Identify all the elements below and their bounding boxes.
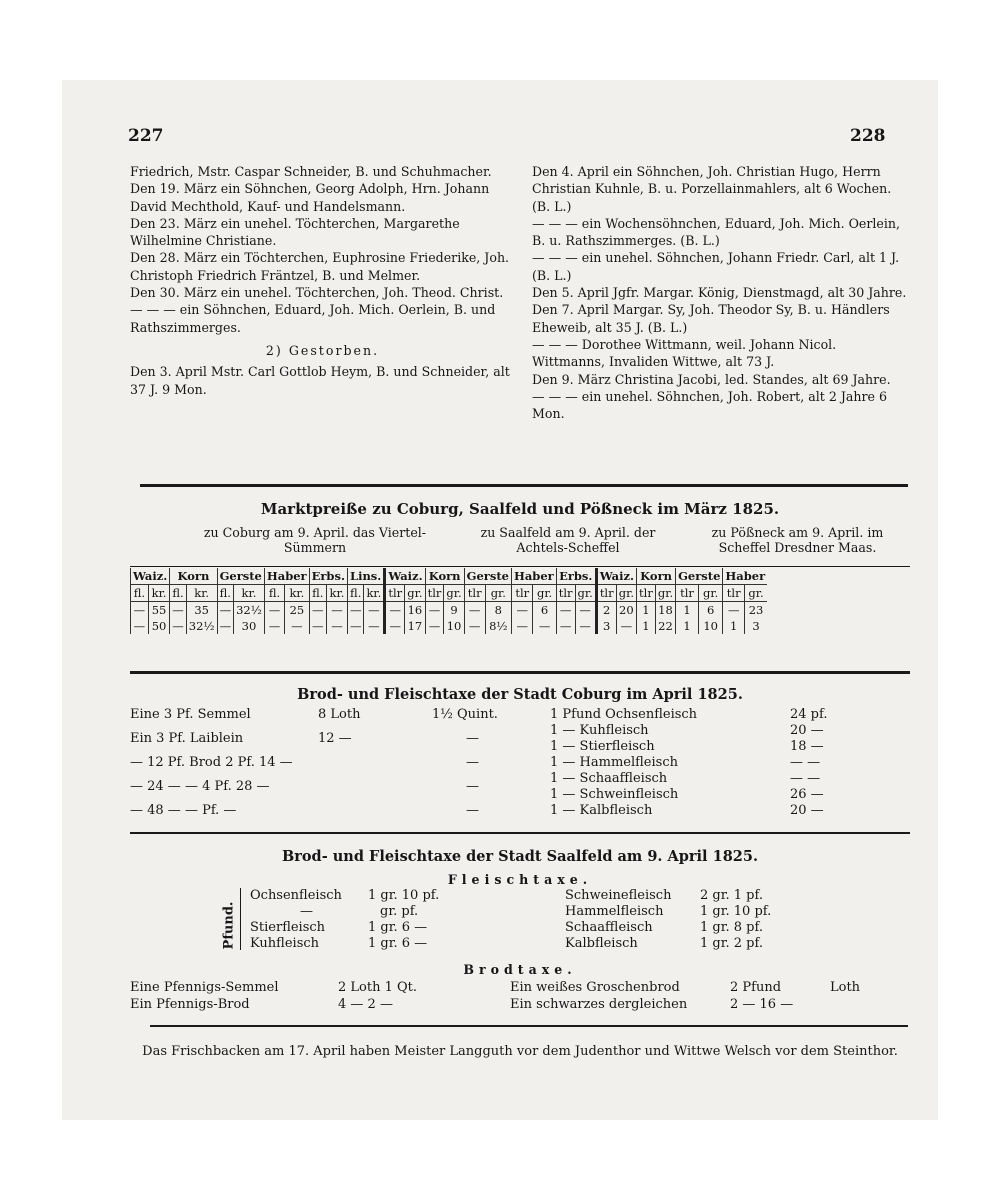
meat-item: Schweinefleisch: [565, 888, 672, 903]
meat-price: 1 gr. 2 pf.: [700, 936, 763, 951]
col-header: Gerste: [676, 568, 723, 585]
bread-item: Eine Pfennigs-Semmel: [130, 980, 279, 995]
brace: [240, 888, 241, 950]
bread-quint: 1½ Quint.: [432, 707, 498, 722]
meat-item: 1 — Kuhfleisch: [550, 723, 649, 738]
entry: — — — ein Söhnchen, Eduard, Joh. Mich. Oerlein, B. und Rathszimmerges.: [130, 302, 496, 335]
meat-item: 1 — Schaaffleisch: [550, 771, 668, 786]
col-header: Haber: [511, 568, 556, 585]
meat-price: — —: [790, 755, 821, 770]
meat-price: 2 gr. 1 pf.: [700, 888, 763, 903]
entry: Den 4. April ein Söhnchen, Joh. Christian Hugo, Herrn Christian Kuhnle, B. u. Porzellainmahlers, alt 6 Wochen. (B. L.): [532, 164, 892, 214]
col-header: Korn: [170, 568, 217, 585]
meat-price: 26 —: [790, 787, 824, 802]
bread-item: — 24 — — 4 Pf. 28 —: [130, 779, 270, 794]
col-header: Korn: [637, 568, 676, 585]
col-header: Waiz.: [385, 568, 425, 585]
saalfeld-header: zu Saalfeld am 9. April. der Achtels-Scheffel: [480, 525, 656, 555]
bread-item: Ein schwarzes dergleichen: [510, 997, 688, 1012]
meat-item: Hammelfleisch: [565, 904, 664, 919]
bread-item: — 48 — — Pf. —: [130, 803, 237, 818]
unit-row: fl. kr. fl. kr. fl. kr. fl. kr. fl. kr. fl. kr. tlr gr. tlr gr. tlr gr. tlr gr. tlr gr. tlr gr. tlr gr. tlr gr. tlr gr.: [131, 585, 768, 602]
bread-weight: 8 Loth: [318, 707, 361, 722]
entry: Den 19. März ein Söhnchen, Georg Adolph, Hrn. Johann David Mechthold, Kauf- und Handelsmann.: [130, 181, 490, 214]
col-header: Erbs.: [556, 568, 596, 585]
saalfeld-taxe-title: Brod- und Fleischtaxe der Stadt Saalfeld am 9. April 1825.: [281, 848, 759, 865]
entry: Den 7. April Margar. Sy, Joh. Theodor Sy, B. u. Händlers Eheweib, alt 35 J. (B. L.): [532, 302, 890, 335]
market-price-table: [130, 568, 767, 634]
col-header: Waiz.: [596, 568, 636, 585]
meat-item: 1 — Stierfleisch: [550, 739, 655, 754]
entry: — — — ein Wochensöhnchen, Eduard, Joh. Mich. Oerlein, B. u. Rathszimmerges. (B. L.): [532, 215, 901, 249]
meat-item: 1 — Kalbfleisch: [550, 803, 653, 818]
bread-unit: Loth: [830, 980, 861, 995]
meat-price: — —: [790, 771, 821, 786]
table-row: — 50 — 32½ — 30 — — — — — — — 17 — 10 — 8½ — — — — 3 — 1 22 1 10 1 3: [131, 618, 768, 634]
entry: — — — Dorothee Wittmann, weil. Johann Nicol. Wittmanns, Invaliden Wittwe, alt 73 J.: [532, 336, 837, 370]
meat-item: Kalbfleisch: [565, 936, 638, 951]
meat-price: 1 gr. 6 —: [368, 920, 428, 935]
meat-item: Ochsenfleisch: [250, 888, 342, 903]
bread-weight: 2 Loth 1 Qt.: [338, 980, 418, 995]
divider: [130, 832, 910, 834]
bread-item: Ein 3 Pf. Laiblein: [130, 731, 244, 746]
bread-item: Ein Pfennigs-Brod: [130, 997, 250, 1012]
col-header: Erbs.: [309, 568, 347, 585]
meat-item: 1 — Schweinfleisch: [550, 787, 679, 802]
bread-item: Ein weißes Groschenbrod: [510, 980, 680, 995]
entry: Den 23. März ein unehel. Töchterchen, Margarethe Wilhelmine Christiane.: [130, 215, 460, 249]
meat-item: —: [300, 904, 313, 919]
subheading-deaths: 2) Gestorben.: [265, 342, 380, 358]
coburg-taxe-title: Brod- und Fleischtaxe der Stadt Coburg im April 1825.: [297, 686, 743, 703]
table-row: — 55 — 35 — 32½ — 25 — — — — — 16 — 9 — 8 — 6 — — 2 20 1 18 1 6 — 23: [131, 602, 768, 619]
col-header: Waiz.: [131, 568, 170, 585]
divider: [130, 671, 910, 674]
bread-quint: —: [466, 755, 479, 770]
entry: Friedrich, Mstr. Caspar Schneider, B. und Schuhmacher.: [130, 164, 492, 179]
col-header: Korn: [425, 568, 464, 585]
footer-note: Das Frischbacken am 17. April haben Meister Langguth vor dem Judenthor und Wittwe Welsch vor dem Steinthor.: [142, 1044, 898, 1059]
divider: [150, 1025, 908, 1027]
col-header: Lins.: [347, 568, 384, 585]
meat-price: 1 gr. 10 pf.: [368, 888, 440, 903]
meat-item: Kuhfleisch: [250, 936, 320, 951]
meat-price: 18 —: [790, 739, 824, 754]
entry: — — — ein unehel. Söhnchen, Joh. Robert, alt 2 Jahre 6 Mon.: [532, 388, 888, 422]
right-column: [532, 163, 910, 422]
meat-item: 1 Pfund Ochsenfleisch: [550, 707, 698, 722]
entry: — — — ein unehel. Söhnchen, Johann Friedr. Carl, alt 1 J. (B. L.): [532, 250, 900, 283]
bread-weight: 2 Pfund: [730, 980, 782, 995]
bread-item: Eine 3 Pf. Semmel: [130, 707, 251, 722]
entry: Den 9. März Christina Jacobi, led. Standes, alt 69 Jahre.: [532, 371, 891, 387]
entry: Den 5. April Jgfr. Margar. König, Dienstmagd, alt 30 Jahre.: [532, 285, 907, 301]
bread-weight: 2 — 16 —: [730, 997, 794, 1012]
meat-item: Schaaffleisch: [565, 920, 653, 935]
meat-price: 1 gr. 6 —: [368, 936, 428, 951]
col-header: Gerste: [217, 568, 264, 585]
meat-price: 20 —: [790, 723, 824, 738]
meat-price: 1 gr. 8 pf.: [700, 920, 763, 935]
meat-price: gr. pf.: [380, 904, 419, 919]
entry: Den 28. März ein Töchterchen, Euphrosine Friederike, Joh. Christoph Friedrich Fräntzel, B. und Melmer.: [130, 250, 510, 283]
pfund-label: Pfund.: [221, 901, 237, 950]
meat-price: 1 gr. 10 pf.: [700, 904, 772, 919]
bread-item: — 12 Pf. Brod 2 Pf. 14 —: [130, 755, 293, 770]
divider: [140, 484, 908, 487]
entry: Den 3. April Mstr. Carl Gottlob Heym, B. und Schneider, alt 37 J. 9 Mon.: [130, 364, 510, 397]
bread-weight: 4 — 2 —: [338, 997, 393, 1012]
page-number-left: 227: [128, 126, 164, 146]
bread-quint: —: [466, 803, 479, 818]
page-number-right: 228: [850, 126, 886, 146]
market-title: Marktpreiße zu Coburg, Saalfeld und Pößneck im März 1825.: [260, 500, 780, 518]
col-header: Haber: [264, 568, 309, 585]
meat-item: Stierfleisch: [250, 920, 326, 935]
bread-weight: 12 —: [318, 731, 352, 746]
fleischtaxe-subheading: Fleischtaxe.: [447, 872, 593, 887]
col-header: Gerste: [464, 568, 511, 585]
meat-price: 24 pf.: [790, 707, 828, 722]
brodtaxe-subheading: Brodtaxe.: [463, 962, 577, 977]
bread-quint: —: [466, 731, 479, 746]
col-header: Haber: [723, 568, 767, 585]
bread-quint: —: [466, 779, 479, 794]
coburg-header: zu Coburg am 9. April. das Viertel-Sümmern: [203, 525, 427, 555]
meat-item: 1 — Hammelfleisch: [550, 755, 678, 770]
entry: Den 30. März ein unehel. Töchterchen, Joh. Theod. Christ.: [130, 285, 504, 301]
possneck-header: zu Pößneck am 9. April. im Scheffel Dresdner Maas.: [711, 525, 884, 555]
meat-price: 20 —: [790, 803, 824, 818]
left-column: [130, 163, 515, 398]
divider: [130, 566, 910, 567]
